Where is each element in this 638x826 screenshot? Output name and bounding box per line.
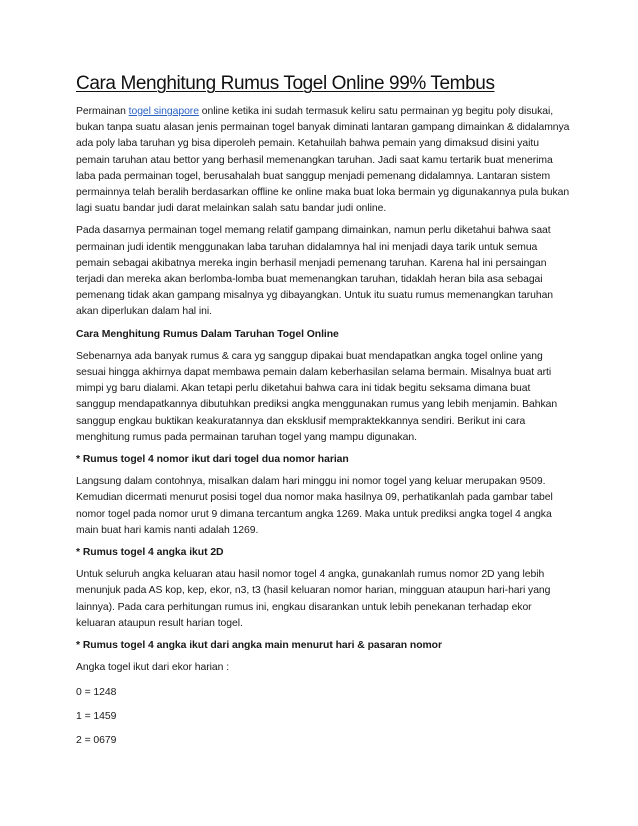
section-heading-4: * Rumus togel 4 angka ikut dari angka main menurut hari & pasaran nomor [76, 640, 442, 652]
intro-text-after-link: online ketika ini sudah termasuk keliru satu permainan yg begitu poly disukai, bukan tanpa suatu alasan jenis permainan togel banyak diminati lantaran gampang dimainkan & didalamnya ada poly laba taruhan yg bisa diperoleh pemain. Ketahuilah bahwa pemain yang dimaksud disini yaitu pemain taruhan atau bettor yang berhasil memenangkan taruhan. Jadi saat kamu tertarik buat menerima laba pada permainan togel, berusahalah buat sanggup menjadi pemenang didalamnya. Lantaran sistem permainnya telah beralih berdasarkan offline ke online maka buat loka bermain yg digunakannya pula bukan lagi suatu bandar judi darat melainkan salah satu bandar judi online. [76, 106, 570, 215]
togel-singapore-link[interactable]: togel singapore [128, 106, 199, 117]
paragraph-2: Pada dasarnya permainan togel memang relatif gampang dimainkan, namun perlu diketahui bahwa saat permainan judi identik menggunakan laba taruhan didalamnya hal ini menjadi daya tarik untuk semua pemain sebagai akibatnya mereka ingin berhasil menjadi pemenang taruhan. Karena hal ini persaingan terjadi dan mereka akan berlomba-lomba buat memenangkan taruhan, tidaklah heran bila asa sebagai pemenang tidak akan gampang misalnya yg dibayangkan. Untuk itu suatu rumus memenangkan taruhan akan diperlukan dalam hal ini. [76, 225, 554, 318]
paragraph-3: Sebenarnya ada banyak rumus & cara yg sanggup dipakai buat mendapatkan angka togel online yang sesuai hingga akhirnya dapat membawa pemain dalam keberhasilan selama bermain. Misalnya buat arti mimpi yg baru dialami. Akan tetapi perlu diketahui bahwa cara ini tidak begitu seksama dimana buat sanggup mendapatkannya dibutuhkan prediksi angka menggunakan rumus yang lebih menjamin. Bahkan sanggup engkau buktikan keakuratannya dan eksklusif mempraktekkannya sendiri. Berikut ini cara menghitung rumus pada permainan taruhan togel yang mampu digunakan. [76, 350, 558, 443]
section-heading-3: * Rumus togel 4 angka ikut 2D [76, 547, 224, 559]
intro-paragraph [76, 104, 570, 217]
paragraph-4: Langsung dalam contohnya, misalkan dalam hari minggu ini nomor togel yang keluar merupakan 9509. Kemudian dicermati menurut posisi togel dua nomor maka hasilnya 09, perhatikanlah pada gambar tabel nomor togel pada nomor urut 9 dimana tercantum angka 1269. Maka untuk prediksi angka togel 4 angka main buat hari kamis nanti adalah 1269. [76, 476, 553, 536]
section-heading-1: Cara Menghitung Rumus Dalam Taruhan Togel Online [76, 328, 339, 340]
paragraph-6: Angka togel ikut dari ekor harian : [76, 662, 230, 674]
list-item: 2 = 0679 [76, 734, 117, 746]
paragraph-5: Untuk seluruh angka keluaran atau hasil nomor togel 4 angka, gunakanlah rumus nomor 2D yang lebih menunjuk pada AS kop, kep, ekor, n3, t3 (hasil keluaran nomor harian, mingguan ataupun hari-hari yang lainnya). Pada cara perhitungan rumus ini, engkau disarankan untuk lebih penekanan terhadap ekor keluaran ataupun result harian togel. [76, 569, 551, 629]
intro-text-before-link: Permainan [76, 106, 129, 117]
list-item: 1 = 1459 [76, 710, 117, 722]
list-item: 0 = 1248 [76, 686, 117, 698]
page-title: Cara Menghitung Rumus Togel Online 99% Tembus [76, 73, 495, 94]
section-heading-2: * Rumus togel 4 nomor ikut dari togel dua nomor harian [76, 454, 349, 466]
document-page [76, 72, 570, 757]
